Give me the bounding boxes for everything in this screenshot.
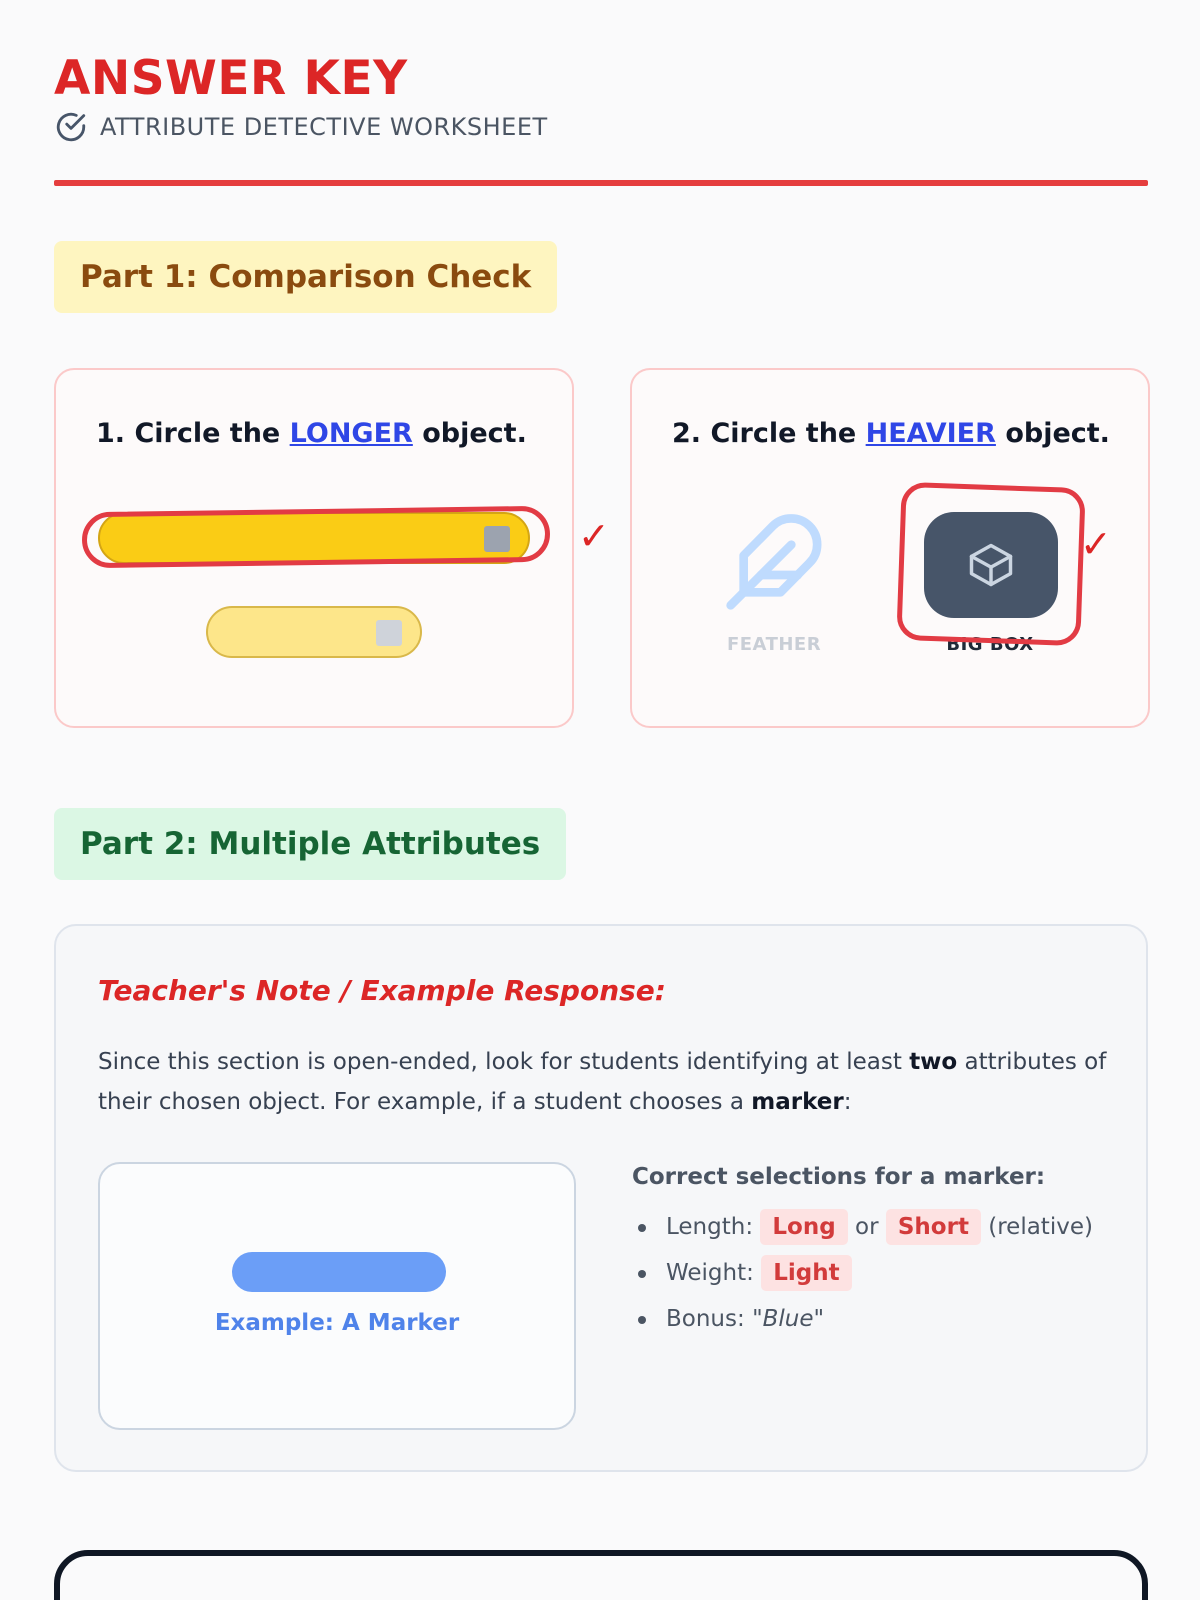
length-label: Length: [666, 1214, 754, 1240]
answer-circle-heavier [896, 482, 1085, 646]
note-text-bold: two [909, 1049, 958, 1075]
note-text-part: Since this section is open-ended, look for students identifying at least [98, 1049, 910, 1075]
note-text-part: : [843, 1089, 852, 1115]
note-text-bold: marker [751, 1089, 844, 1115]
attribute-tag: Light [761, 1255, 851, 1291]
weight-label: Weight: [666, 1260, 754, 1286]
q2-keyword: HEAVIER [865, 418, 996, 449]
selections-heading: Correct selections for a marker: [632, 1164, 1046, 1190]
example-marker-box [98, 1162, 576, 1430]
question-2-text [672, 418, 1110, 449]
short-object-cap [376, 620, 402, 646]
check-mark-icon: ✓ [578, 514, 610, 558]
feather-icon[interactable] [722, 510, 826, 614]
q2-prefix: 2. Circle the [672, 418, 866, 449]
example-caption: Example: A Marker [214, 1310, 460, 1336]
q1-suffix: object. [412, 418, 527, 449]
subtitle-row [54, 110, 1148, 144]
header [54, 52, 1148, 144]
list-item [632, 1300, 1132, 1346]
note-text-part: attributes of their chosen object. For example, if a student chooses a [98, 1049, 1107, 1115]
short-object[interactable] [206, 606, 422, 658]
relative-note: (relative) [988, 1214, 1093, 1240]
q2-suffix: object. [995, 418, 1110, 449]
attribute-tag: Short [886, 1209, 981, 1245]
feather-label: FEATHER [726, 634, 822, 655]
marker-illustration [232, 1252, 446, 1292]
correct-selections [632, 1164, 1132, 1346]
teacher-note-heading: Teacher's Note / Example Response: [98, 974, 666, 1007]
check-circle-icon [54, 110, 88, 144]
bonus-value: "Blue" [752, 1306, 825, 1332]
question-1-text [96, 418, 527, 449]
q1-keyword: LONGER [289, 418, 413, 449]
big-box-label: BIG BOX [946, 634, 1034, 655]
or-text: or [855, 1214, 879, 1240]
part1-label: Part 1: Comparison Check [54, 241, 557, 313]
part2-label: Part 2: Multiple Attributes [54, 808, 566, 880]
bonus-label: Bonus: [666, 1306, 745, 1332]
selections-list [632, 1208, 1132, 1346]
list-item [632, 1254, 1132, 1300]
answer-circle-longer [82, 506, 551, 569]
teacher-note-card [54, 924, 1148, 1472]
page-title: ANSWER KEY [54, 51, 408, 106]
check-mark-icon: ✓ [1080, 522, 1112, 566]
teacher-note-text [98, 1042, 1108, 1122]
header-divider [54, 180, 1148, 186]
list-item [632, 1208, 1132, 1254]
q1-prefix: 1. Circle the [96, 418, 290, 449]
next-section-frame [54, 1550, 1148, 1600]
attribute-tag: Long [760, 1209, 847, 1245]
page-subtitle: ATTRIBUTE DETECTIVE WORKSHEET [100, 113, 548, 142]
